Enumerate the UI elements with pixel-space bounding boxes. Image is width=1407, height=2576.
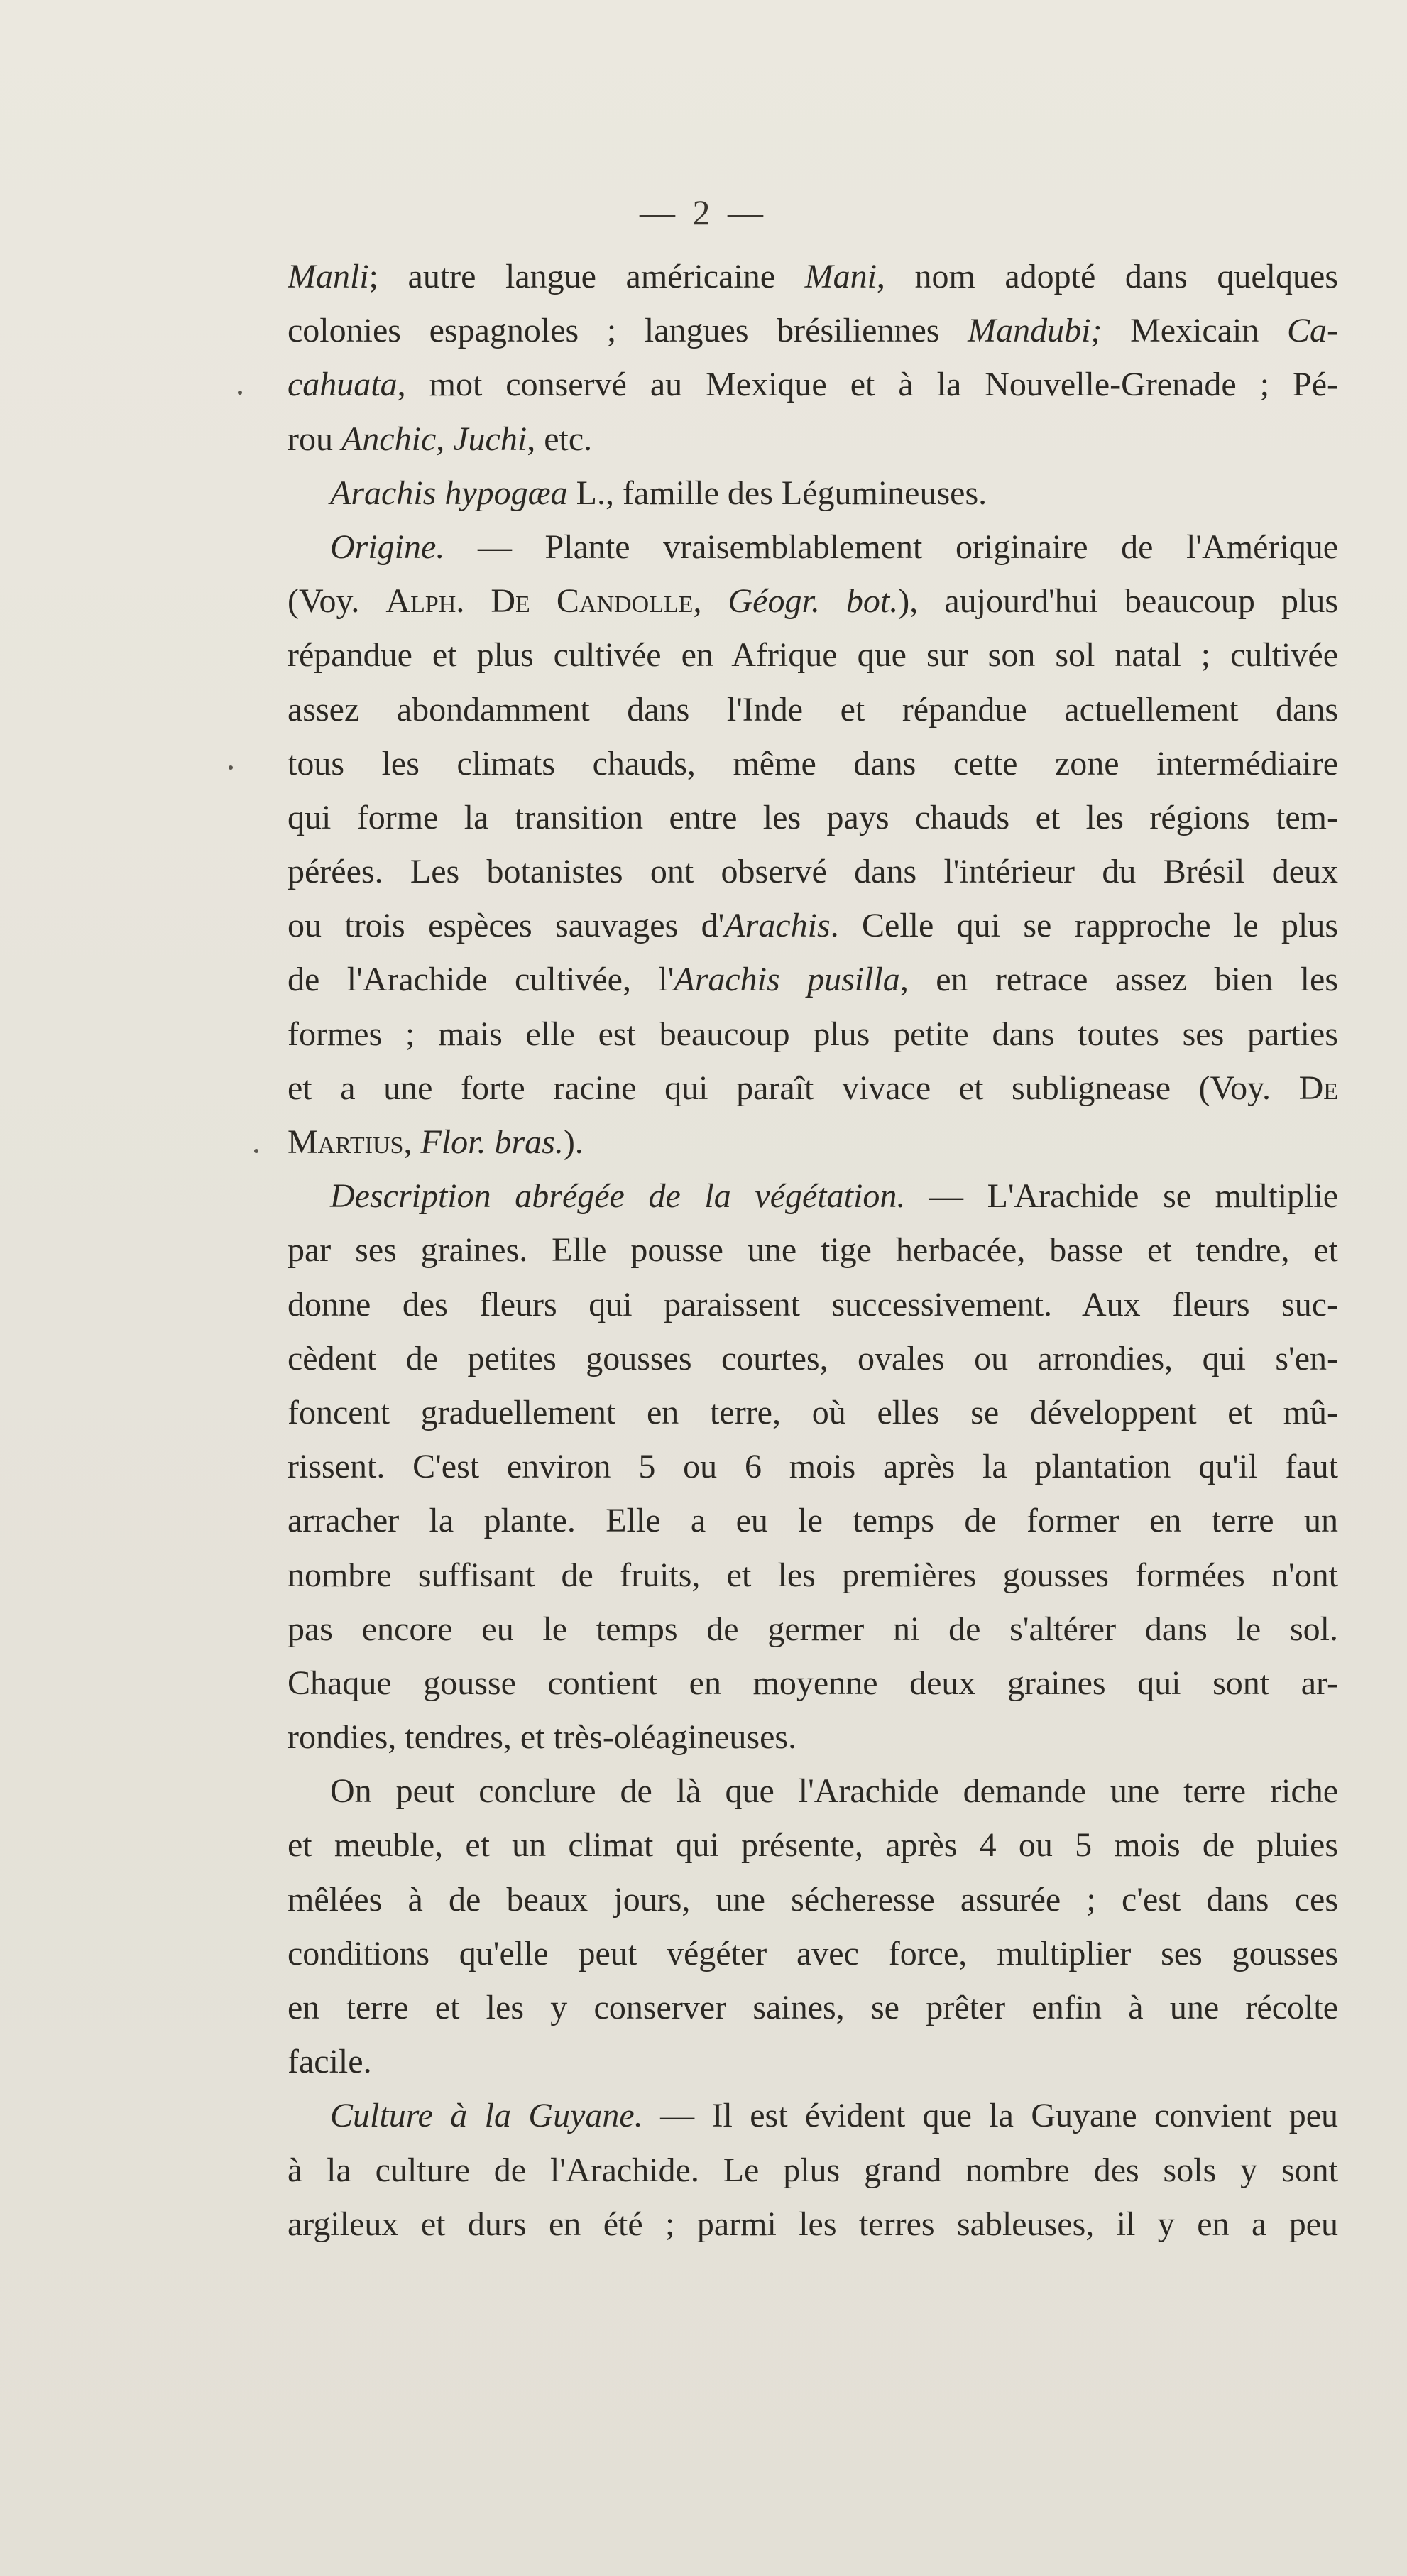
italic-term: Description abrégée de la végétation. bbox=[330, 1177, 906, 1216]
text-line: conditions qu'elle peut végéter avec force, multiplier ses gousses bbox=[288, 1934, 1338, 1972]
text-line: cahuata, mot conservé au Mexique et à la Nouvelle-Grenade ; Pé- bbox=[288, 366, 1338, 404]
body-text bbox=[288, 250, 1338, 2252]
text-line: donne des fleurs qui paraissent successivement. Aux fleurs suc- bbox=[288, 1285, 1338, 1324]
margin-speck bbox=[254, 1149, 258, 1153]
italic-term: Mani bbox=[804, 258, 877, 295]
text-line: rondies, tendres, et très-oléagineuses. bbox=[288, 1718, 797, 1757]
text-line: colonies espagnoles ; langues brésiliennes Mandubi; Mexicain Ca- bbox=[288, 312, 1338, 350]
italic-term: Arachis bbox=[724, 907, 831, 945]
italic-term: cahuata bbox=[288, 366, 398, 404]
text-line: arracher la plante. Elle a eu le temps de former en terre un bbox=[288, 1502, 1338, 1540]
text-line: de l'Arachide cultivée, l'Arachis pusilla, en retrace assez bien les bbox=[288, 961, 1338, 999]
text-line: Culture à la Guyane. — Il est évident que la Guyane convient peu bbox=[330, 2097, 1338, 2135]
text-line: et meuble, et un climat qui présente, après 4 ou 5 mois de pluies bbox=[288, 1826, 1338, 1865]
text-line: Chaque gousse contient en moyenne deux graines qui sont ar- bbox=[288, 1664, 1338, 1702]
margin-speck bbox=[238, 391, 242, 395]
italic-term: Culture à la Guyane. bbox=[330, 2097, 643, 2135]
text-line: et a une forte racine qui paraît vivace et sublignease (Voy. De bbox=[288, 1069, 1338, 1107]
text-line: qui forme la transition entre les pays chauds et les régions tem- bbox=[288, 798, 1338, 836]
text-line: tous les climats chauds, même dans cette zone intermédiaire bbox=[288, 744, 1338, 782]
text-line: argileux et durs en été ; parmi les terres sableuses, il y en a peu bbox=[288, 2205, 1338, 2243]
text-line: assez abondamment dans l'Inde et répandue actuellement dans bbox=[288, 690, 1338, 728]
text-line: facile. bbox=[288, 2043, 372, 2081]
italic-term: Arachis hypogæa bbox=[330, 474, 568, 512]
italic-term: Juchi bbox=[453, 420, 527, 458]
author-name: De bbox=[1298, 1069, 1338, 1107]
text-line: rissent. C'est environ 5 ou 6 mois après la plantation qu'il faut bbox=[288, 1448, 1338, 1486]
text-line: nombre suffisant de fruits, et les premières gousses formées n'ont bbox=[288, 1556, 1338, 1594]
text-line: rou Anchic, Juchi, etc. bbox=[288, 420, 593, 458]
author-name: Martius bbox=[288, 1123, 404, 1161]
italic-term: Flor. bras. bbox=[420, 1123, 564, 1161]
text-line: On peut conclure de là que l'Arachide demande une terre riche bbox=[330, 1772, 1338, 1811]
italic-term: Manli bbox=[288, 258, 369, 295]
text-line: foncent graduellement en terre, où elles se développent et mû- bbox=[288, 1393, 1338, 1431]
text-line: Description abrégée de la végétation. — L'Arachide se multiplie bbox=[330, 1177, 1338, 1216]
margin-speck bbox=[229, 765, 233, 770]
text-line: pas encore eu le temps de germer ni de s'altérer dans le sol. bbox=[288, 1610, 1338, 1648]
text-line: mêlées à de beaux jours, une sécheresse assurée ; c'est dans ces bbox=[288, 1880, 1338, 1919]
text-line: Origine. — Plante vraisemblablement originaire de l'Amérique bbox=[330, 528, 1338, 566]
italic-term: Arachis pusilla bbox=[674, 961, 900, 999]
text-line: par ses graines. Elle pousse une tige herbacée, basse et tendre, et bbox=[288, 1231, 1338, 1270]
italic-term: Mandubi; bbox=[968, 312, 1102, 350]
text-line: à la culture de l'Arachide. Le plus grand nombre des sols y sont bbox=[288, 2151, 1338, 2189]
page-number: — 2 — bbox=[640, 192, 767, 232]
italic-term: Géogr. bot. bbox=[728, 582, 899, 621]
text-line: pérées. Les botanistes ont observé dans l'intérieur du Brésil deux bbox=[288, 853, 1338, 891]
text-line: Arachis hypogæa L., famille des Légumineuses. bbox=[330, 474, 987, 512]
text-line: Martius, Flor. bras.). bbox=[288, 1123, 584, 1161]
text-line: formes ; mais elle est beaucoup plus petite dans toutes ses parties bbox=[288, 1015, 1338, 1053]
author-name: Alph. De Candolle bbox=[385, 582, 694, 621]
text-line: cèdent de petites gousses courtes, ovales ou arrondies, qui s'en- bbox=[288, 1339, 1338, 1377]
text-line: répandue et plus cultivée en Afrique que sur son sol natal ; cultivée bbox=[288, 636, 1338, 675]
italic-term: Anchic bbox=[341, 420, 437, 458]
text-line: (Voy. Alph. De Candolle, Géogr. bot.), aujourd'hui beaucoup plus bbox=[288, 582, 1338, 621]
italic-term: Origine. bbox=[330, 528, 445, 566]
italic-term: Ca- bbox=[1287, 312, 1338, 350]
text-line: en terre et les y conserver saines, se prêter enfin à une récolte bbox=[288, 1989, 1338, 2026]
text-line: Manli; autre langue américaine Mani, nom adopté dans quelques bbox=[288, 258, 1338, 295]
text-line: ou trois espèces sauvages d'Arachis. Celle qui se rapproche le plus bbox=[288, 907, 1338, 945]
